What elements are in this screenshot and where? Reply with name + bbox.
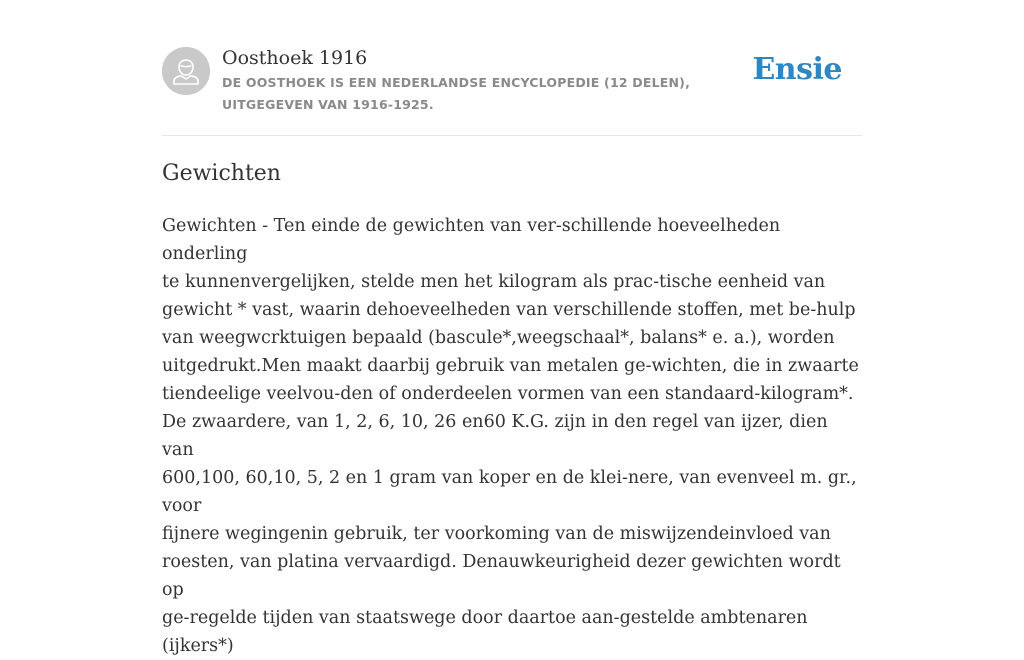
ensie-logo[interactable]: Ensie bbox=[752, 52, 842, 87]
user-icon bbox=[162, 47, 210, 95]
content-container bbox=[162, 0, 862, 656]
article-title: Gewichten bbox=[162, 161, 281, 186]
article-body: Gewichten - Ten einde de gewichten van ver-schillende hoeveelheden onderling te kunnenvergelijken, stelde men het kilogram als prac-tische eenheid van gewicht * vast, waarin dehoeveelheden van verschillende stoffen, met be-hulp van weegwcrktuigen bepaald (bascule*,weegschaal*, balans* e. a.), worden uitgedrukt.Men maakt daarbij gebruik van metalen ge-wichten, die in zwaarte tiendeelige veelvou-den of onderdeelen vormen van een standaard-kilogram*. De zwaardere, van 1, 2, 6, 10, 26 en60 K.G. zijn in den regel van ijzer, dien van 600,100, 60,10, 5, 2 en 1 gram van koper en de klei-nere, van evenveel m. gr., voor fijnere wegingenin gebruik, ter voorkoming van de miswijzendeinvloed van roesten, van platina vervaardigd. Denauwkeurigheid dezer gewichten wordt op ge-regelde tijden van staatswege door daartoe aan-gestelde ambtenaren (ijkers*) bbox=[162, 216, 859, 656]
source-header bbox=[162, 0, 862, 136]
source-name[interactable]: Oosthoek 1916 bbox=[222, 47, 368, 69]
avatar[interactable] bbox=[162, 47, 210, 95]
source-description: DE OOSTHOEK IS EEN NEDERLANDSE ENCYCLOPEDIE (12 DELEN), UITGEGEVEN VAN 1916-1925. bbox=[222, 75, 691, 112]
